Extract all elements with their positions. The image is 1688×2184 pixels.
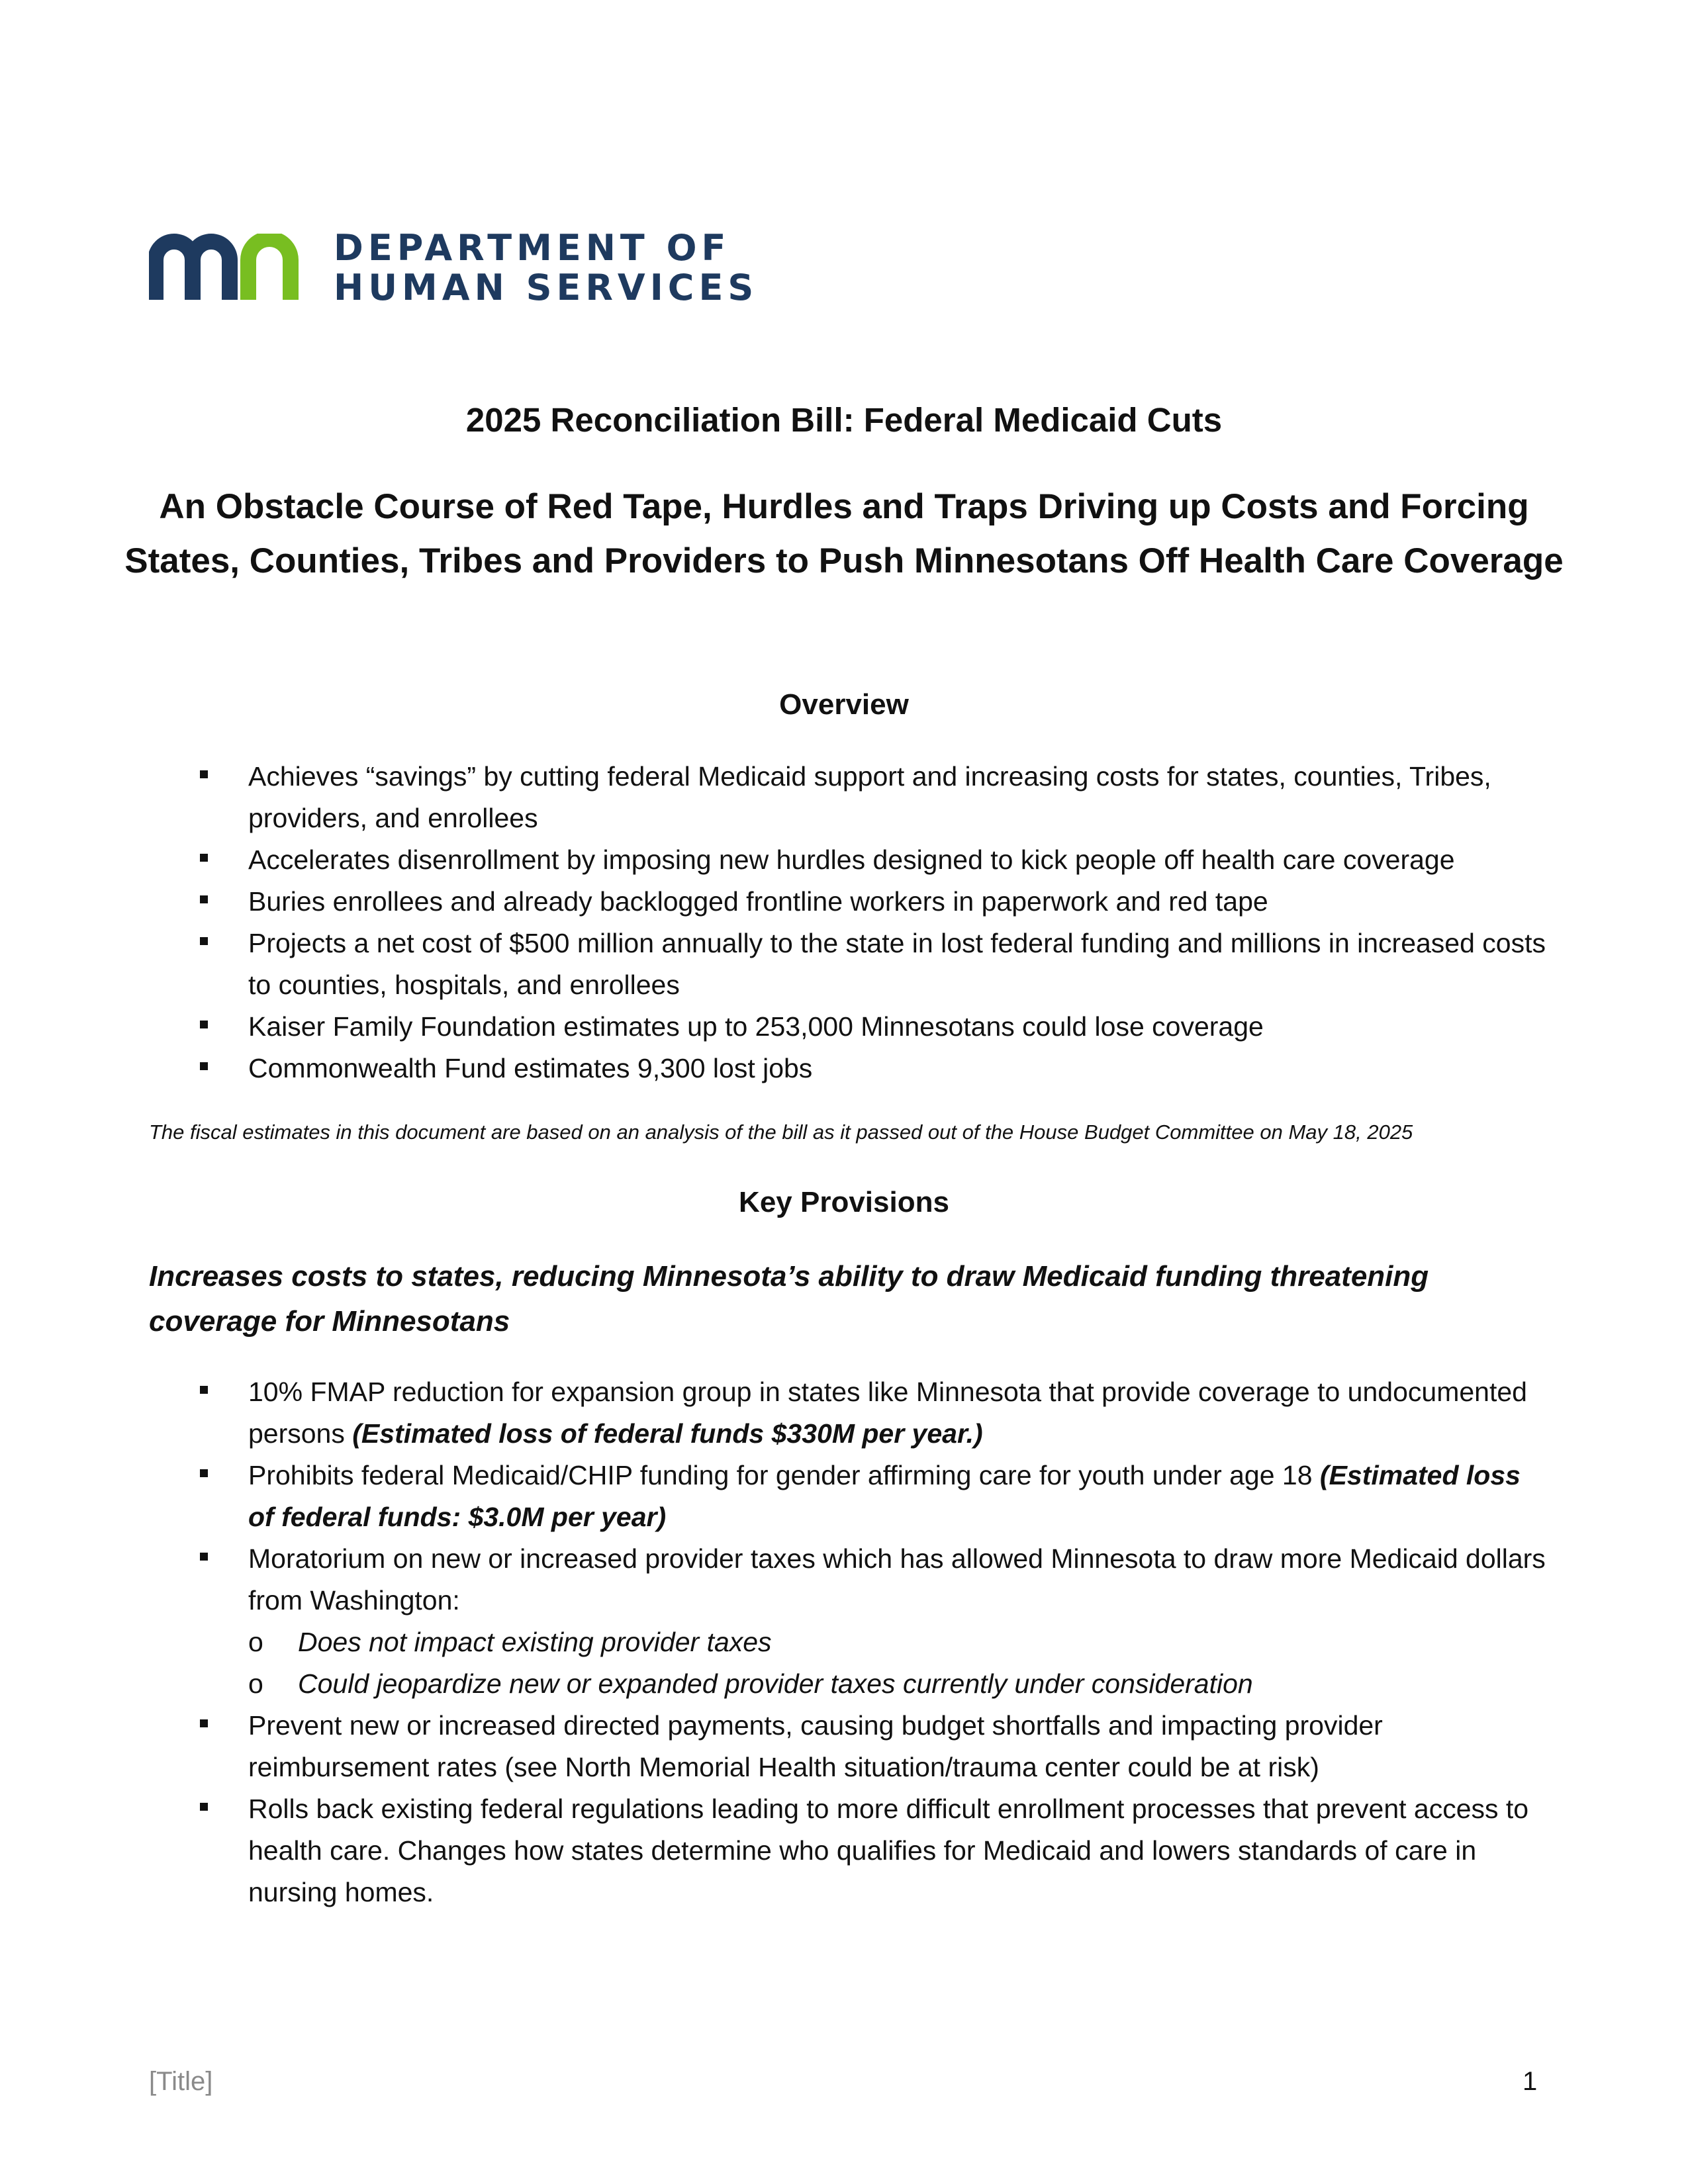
sub-list-item: o Could jeopardize new or expanded provider taxes currently under consideration xyxy=(248,1663,1549,1705)
item-emphasis: (Estimated loss of federal funds: $3.0M per year) xyxy=(248,1460,1521,1532)
overview-list xyxy=(199,756,1549,1089)
item-text: Moratorium on new or increased provider taxes which has allowed Minnesota to draw more Medicaid dollars from Washington: xyxy=(248,1543,1546,1615)
list-item: Achieves “savings” by cutting federal Medicaid support and increasing costs for states, counties, Tribes, providers, and enrollees xyxy=(199,756,1549,839)
key-provisions-heading: Key Provisions xyxy=(739,1186,949,1218)
sub-list-item: o Does not impact existing provider taxes xyxy=(248,1621,1549,1663)
list-item: Prevent new or increased directed payments, causing budget shortfalls and impacting provider reimbursement rates (see North Memorial Health situation/trauma center could be at risk) xyxy=(199,1705,1549,1788)
list-item xyxy=(199,1455,1549,1538)
list-item: Buries enrollees and already backlogged frontline workers in paperwork and red tape xyxy=(199,881,1549,923)
key-provisions-list xyxy=(199,1371,1549,1621)
cost-increase-heading: Increases costs to states, reducing Minnesota’s ability to draw Medicaid funding threatening coverage for Minnesotans xyxy=(149,1260,1429,1338)
document-subtitle: An Obstacle Course of Red Tape, Hurdles and Traps Driving up Costs and Forcing States, Counties, Tribes and Providers to Push Minnesotans Off Health Care Coverage xyxy=(124,487,1564,580)
logo-line-1: DEPARTMENT OF xyxy=(334,227,731,269)
logo-wordmark xyxy=(334,228,758,308)
document-title: 2025 Reconciliation Bill: Federal Medicaid Cuts xyxy=(465,401,1223,439)
overview-heading: Overview xyxy=(779,688,909,721)
dhs-logo xyxy=(149,228,758,308)
fiscal-note: The fiscal estimates in this document are based on an analysis of the bill as it passed out of the House Budget Committee on May 18, 2025 xyxy=(149,1120,1413,1144)
logo-line-2: HUMAN SERVICES xyxy=(334,267,759,308)
item-text: 10% FMAP reduction for expansion group in states like Minnesota that provide coverage to undocumented persons xyxy=(248,1377,1527,1449)
list-item: Commonwealth Fund estimates 9,300 lost jobs xyxy=(199,1048,1549,1089)
provider-tax-sublist xyxy=(199,1621,1549,1705)
page-number: 1 xyxy=(1523,2067,1538,2096)
list-item: Accelerates disenrollment by imposing new hurdles designed to kick people off health care coverage xyxy=(199,839,1549,881)
list-item: Rolls back existing federal regulations leading to more difficult enrollment processes that prevent access to health care. Changes how states determine who qualifies for Medicaid and lowers standards of care in nursing homes. xyxy=(199,1788,1549,1913)
footer-title-placeholder: [Title] xyxy=(149,2067,213,2096)
item-emphasis: (Estimated loss of federal funds $330M per year.) xyxy=(352,1418,983,1449)
key-provisions-list-continued xyxy=(199,1705,1549,1913)
list-item xyxy=(199,1371,1549,1455)
mn-logo-mark xyxy=(149,234,311,303)
item-text: Prohibits federal Medicaid/CHIP funding for gender affirming care for youth under age 18 xyxy=(248,1460,1320,1490)
list-item: Kaiser Family Foundation estimates up to 253,000 Minnesotans could lose coverage xyxy=(199,1006,1549,1048)
list-item xyxy=(199,1538,1549,1621)
list-item: Projects a net cost of $500 million annually to the state in lost federal funding and millions in increased costs to counties, hospitals, and enrollees xyxy=(199,923,1549,1006)
